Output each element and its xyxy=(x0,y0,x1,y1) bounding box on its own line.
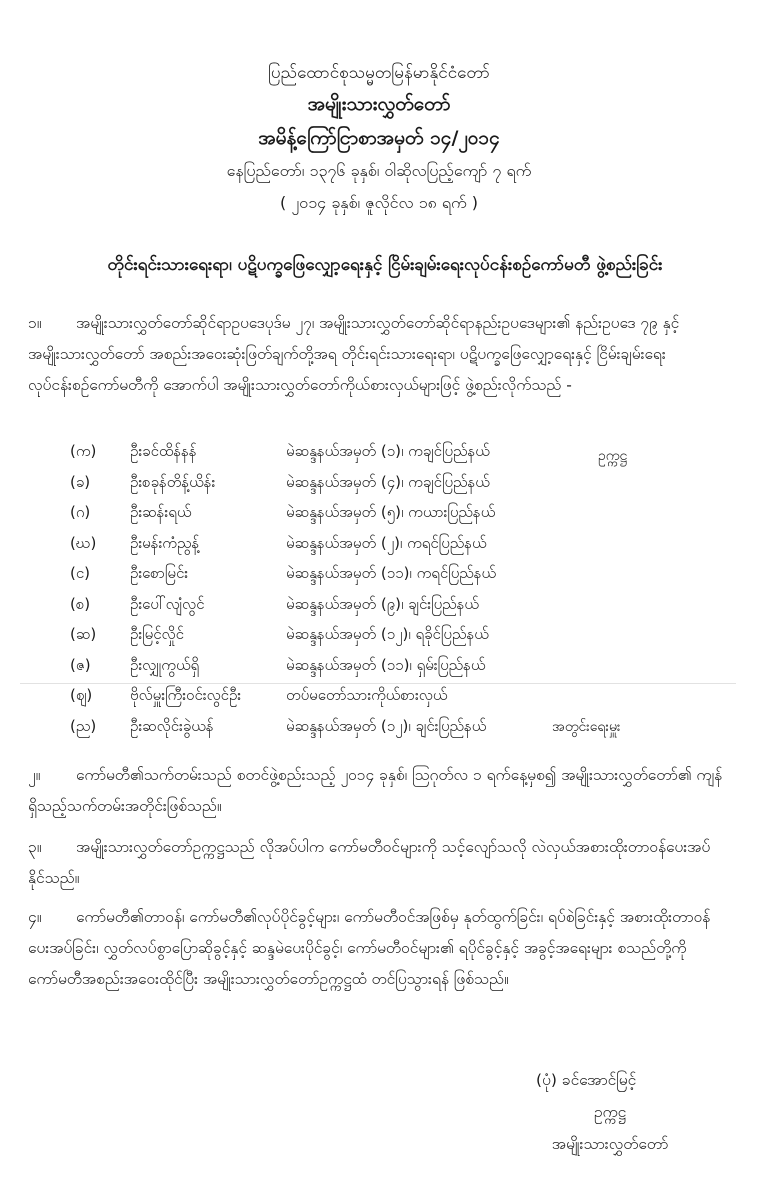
paragraph-text: ကော်မတီ၏သက်တမ်းသည် စတင်ဖွဲ့စည်းသည့် ၂၀၁၄ ခုနှစ်၊ ဩဂုတ်လ ၁ ရက်နေ့မှစ၍ အမျိုးသားလွှတ်တော်၏ ကျန်ရှိသည့်သက်တမ်းအတိုင်းဖြစ်သည်။ xyxy=(28,766,723,815)
member-list xyxy=(70,438,730,743)
member-constituency: မဲဆန္ဒနယ်အမှတ် (၁၁)၊ ရှမ်းပြည်နယ် xyxy=(286,655,486,674)
member-constituency: မဲဆန္ဒနယ်အမှတ် (၁)၊ ကချင်ပြည်နယ် xyxy=(286,442,490,460)
signatory-title: ဥက္ကဋ္ဌ xyxy=(593,1103,627,1121)
member-row xyxy=(70,530,730,561)
document-title: တိုင်းရင်းသားရေးရာ၊ ပဋိပက္ခဖြေလျှော့ရေးနှင့် ငြိမ်းချမ်းရေးလုပ်ငန်းစဉ်ကော်မတီ ဖွဲ့စည်းခြင်း xyxy=(107,255,663,275)
paragraph-2 xyxy=(28,760,726,822)
signatory-body: အမျိုးသားလွှတ်တော် xyxy=(551,1135,669,1153)
member-name: ဦးပေါ်လျံလွင် xyxy=(130,594,205,613)
member-row xyxy=(70,469,730,500)
member-row xyxy=(70,560,730,591)
member-constituency: မဲဆန္ဒနယ်အမှတ် (၅)၊ ကယားပြည်နယ် xyxy=(286,503,496,521)
member-name: ဦးလျှုကွယ်ရှိ xyxy=(130,655,200,674)
member-constituency: မဲဆန္ဒနယ်အမှတ် (၁၁)၊ ကရင်ပြည်နယ် xyxy=(286,564,497,582)
member-constituency: မဲဆန္ဒနယ်အမှတ် (၄)၊ ကချင်ပြည်နယ် xyxy=(286,472,490,491)
paragraph-text: အမျိုးသားလွှတ်တော်ဆိုင်ရာဥပဒေပုဒ်မ ၂၇၊ အမျိုးသားလွှတ်တော်ဆိုင်ရာနည်းဥပဒေများ၏ နည်းဥပဒေ ၇၉ နှင့် အမျိုးသားလွှတ်တော် အစည်းအဝေးဆုံးဖြတ်ချက်တို့အရ တိုင်းရင်းသားရေးရာ၊ ပဋိပက္ခဖြေလျှော့ရေးနှင့် ငြိမ်းချမ်းရေးလုပ်ငန်းစဉ်ကော်မတီကို အောက်ပါ အမျိုးသားလွှတ်တော်ကိုယ်စားလှယ်များဖြင့် ဖွဲ့စည်းလိုက်သည် - xyxy=(28,314,680,394)
member-constituency: မဲဆန္ဒနယ်အမှတ် (၉)၊ ချင်းပြည်နယ် xyxy=(286,594,479,613)
member-constituency: မဲဆန္ဒနယ်အမှတ် (၂)၊ ကရင်ပြည်နယ် xyxy=(286,533,487,552)
paragraph-text: ကော်မတီ၏တာဝန်၊ ကော်မတီ၏လုပ်ပိုင်ခွင့်များ၊ ကော်မတီဝင်အဖြစ်မှ နုတ်ထွက်ခြင်း၊ ရပ်စဲခြင်းနှင့် အစားထိုးတာဝန်ပေးအပ်ခြင်း၊ လွှတ်လပ်စွာပြောဆိုခွင့်နှင့် ဆန္ဒမဲပေးပိုင်ခွင့်၊ ကော်မတီဝင်များ၏ ရပိုင်ခွင့်နှင့် အခွင့်အရေးများ စသည်တို့ကို ကော်မတီအစည်းအဝေးထိုင်ပြီး အမျိုးသားလွှတ်တော်ဥက္ကဋ္ဌထံ တင်ပြသွားရန် ဖြစ်သည်။ xyxy=(28,908,711,988)
member-index: (ဃ) xyxy=(70,533,97,552)
member-index: (ည) xyxy=(70,716,97,735)
member-index: (ခ) xyxy=(70,472,91,491)
member-name: ဦးခင်ထိန်နန် xyxy=(130,442,197,460)
paragraph-4 xyxy=(28,902,726,995)
date-myanmar: နေပြည်တော်၊ ၁၃၇၆ ခုနှစ်၊ ဝါဆိုလပြည့်ကျော် ၇ ရက် xyxy=(226,161,532,180)
member-index: (င) xyxy=(70,564,91,582)
member-name: ဗိုလ်မှူးကြီးဝင်းလွင်ဦး xyxy=(130,686,242,704)
divider-line xyxy=(20,683,736,684)
member-name: ဦးဆလိုင်းခွဲယန် xyxy=(130,716,214,735)
member-index: (ဆ) xyxy=(70,625,97,643)
member-name: ဦးဆန်းရယ် xyxy=(130,503,192,521)
member-index: (ဈ) xyxy=(70,686,93,704)
member-row xyxy=(70,652,730,683)
member-index: (က) xyxy=(70,442,97,460)
house-name: အမျိုးသားလွှတ်တော် xyxy=(307,93,451,115)
notice-number: အမိန့်ကြော်ငြာစာအမှတ် ၁၄/၂၀၁၄ xyxy=(258,127,500,149)
paragraph-number: ၃။ xyxy=(28,838,42,856)
member-role: အတွင်းရေးမှူး xyxy=(552,718,621,735)
member-row xyxy=(70,438,730,469)
paragraph-3 xyxy=(28,832,726,894)
member-name: ဦးမန်းကံညွန့် xyxy=(130,533,200,552)
date-gregorian: ( ၂၀၁၄ ခုနှစ်၊ ဇူလိုင်လ ၁၈ ရက် ) xyxy=(279,193,479,212)
country-name: ပြည်ထောင်စုသမ္မတမြန်မာနိုင်ငံတော် xyxy=(268,63,490,83)
member-index: (ဇ) xyxy=(70,655,91,674)
member-row xyxy=(70,591,730,622)
member-constituency: တပ်မတော်သားကိုယ်စားလှယ် xyxy=(286,686,448,704)
member-name: ဦးမြင့်လှိုင် xyxy=(130,625,184,643)
member-constituency: မဲဆန္ဒနယ်အမှတ် (၁၂)၊ ချင်းပြည်နယ် xyxy=(286,716,487,735)
member-row xyxy=(70,499,730,530)
paragraph-text: အမျိုးသားလွှတ်တော်ဥက္ကဋ္ဌသည် လိုအပ်ပါက ကော်မတီဝင်များကို သင့်လျော်သလို လဲလှယ်အစားထိုးတာဝန်ပေးအပ်နိုင်သည်။ xyxy=(28,838,711,887)
member-index: (စ) xyxy=(70,594,91,613)
paragraph-1 xyxy=(28,308,726,401)
signature-block xyxy=(500,1070,720,1166)
member-constituency: မဲဆန္ဒနယ်အမှတ် (၁၂)၊ ရခိုင်ပြည်နယ် xyxy=(286,625,489,643)
member-name: ဦးစောမြင်း xyxy=(130,564,189,582)
paragraph-number: ၄။ xyxy=(28,908,42,926)
member-row xyxy=(70,621,730,652)
member-index: (ဂ) xyxy=(70,503,91,521)
member-name: ဦးစခုန်တိန့်ယိန်း xyxy=(130,472,216,491)
member-role: ဥက္ကဋ္ဌ xyxy=(598,448,628,464)
signatory-name: (ပုံ) ခင်အောင်မြင့် xyxy=(536,1071,637,1089)
member-row xyxy=(70,682,730,713)
paragraph-number: ၁။ xyxy=(28,314,42,332)
member-row xyxy=(70,713,730,744)
paragraph-number: ၂။ xyxy=(28,766,41,784)
